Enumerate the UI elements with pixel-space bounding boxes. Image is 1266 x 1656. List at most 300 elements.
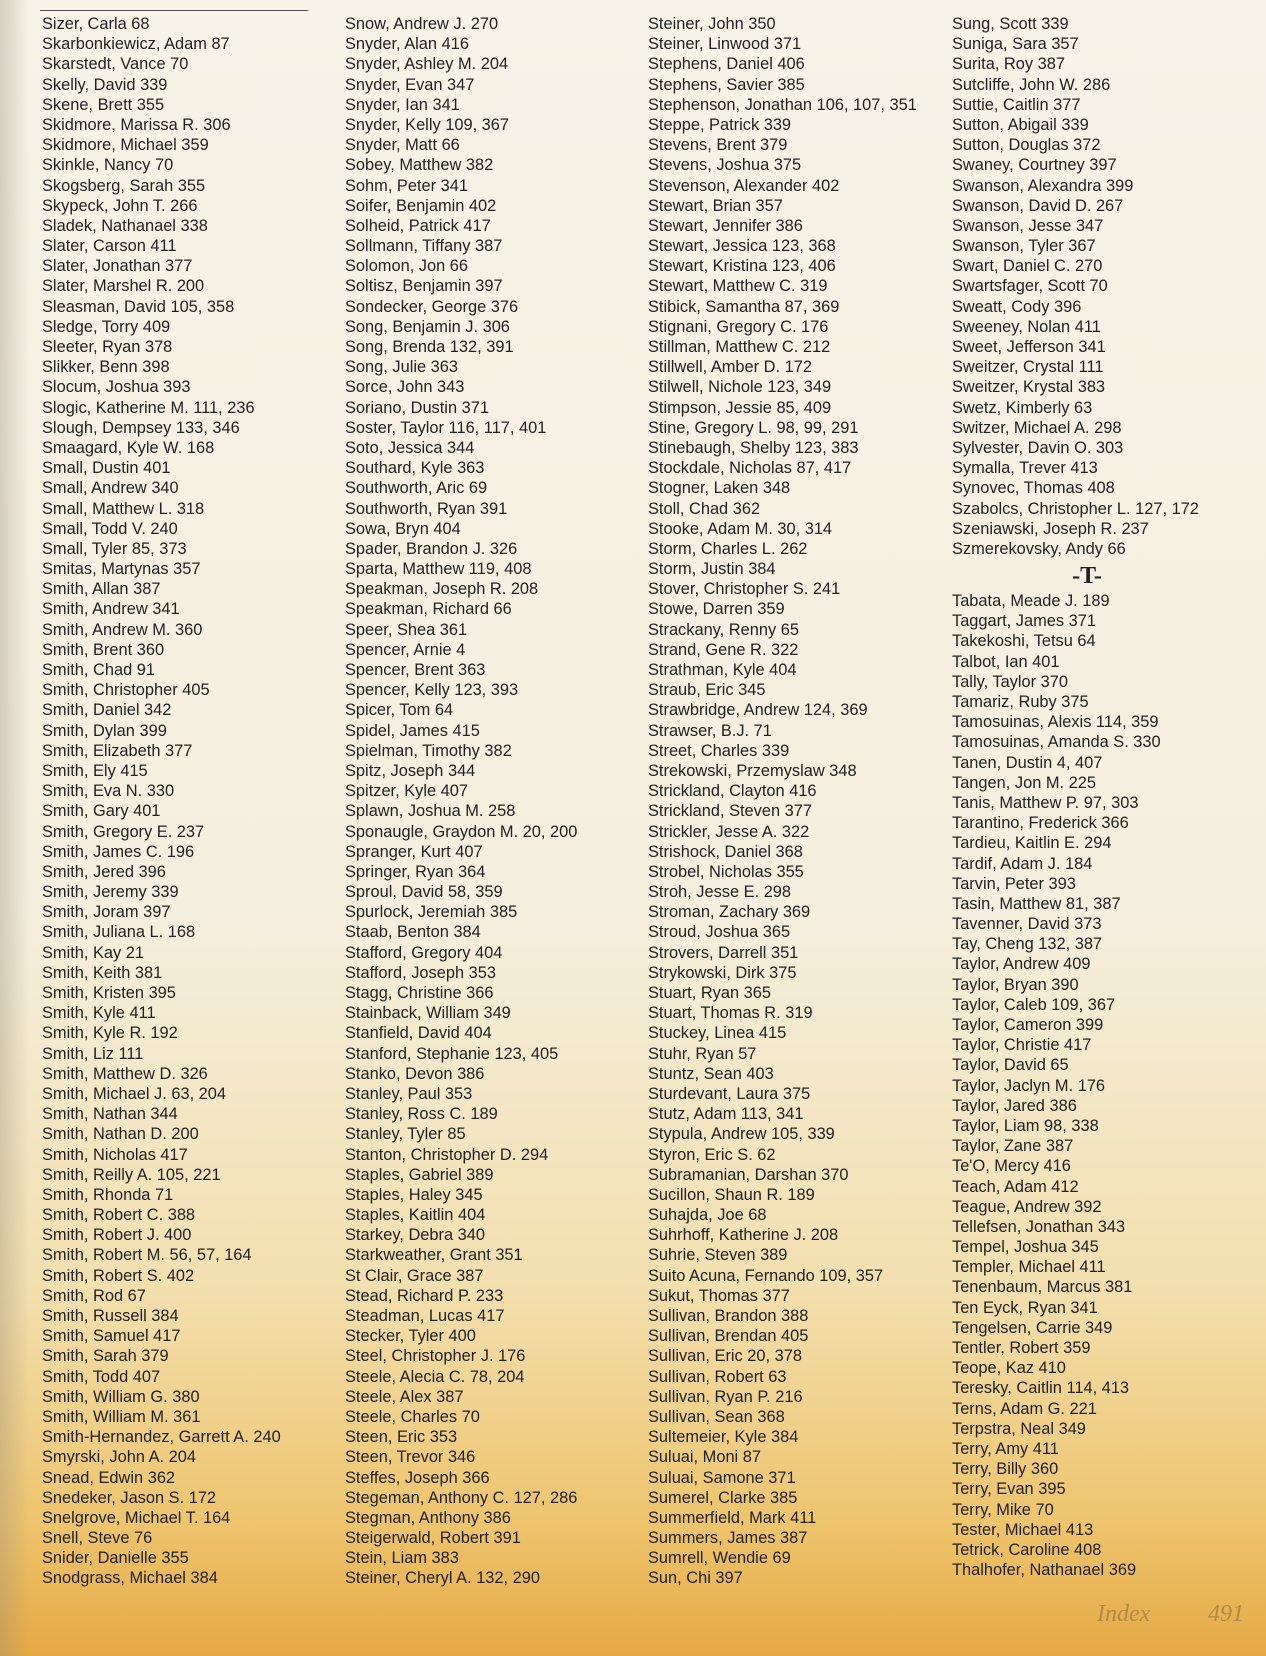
index-entry: Stroh, Jesse E. 298 xyxy=(648,883,792,902)
index-entry: Stinebaugh, Shelby 123, 383 xyxy=(648,438,859,457)
index-entry: Smith, Andrew 341 xyxy=(42,600,180,619)
index-entry: Slater, Marshel R. 200 xyxy=(42,277,205,296)
index-entry: Skogsberg, Sarah 355 xyxy=(42,176,206,195)
index-entry: Sturdevant, Laura 375 xyxy=(648,1084,811,1103)
index-entry: Snodgrass, Michael 384 xyxy=(42,1569,218,1588)
index-entry: Stuntz, Sean 403 xyxy=(648,1064,774,1083)
index-entry: Snyder, Kelly 109, 367 xyxy=(345,115,510,134)
index-entry: Small, Tyler 85, 373 xyxy=(42,539,187,558)
index-entry: Southworth, Aric 69 xyxy=(345,479,488,498)
index-entry: Suluai, Samone 371 xyxy=(648,1468,796,1487)
index-entry: Teach, Adam 412 xyxy=(952,1177,1079,1196)
index-entry: Stafford, Joseph 353 xyxy=(345,963,496,982)
index-entry: Steen, Eric 353 xyxy=(345,1428,458,1447)
index-entry: Sullivan, Sean 368 xyxy=(648,1407,785,1426)
index-entry: Smith, Robert S. 402 xyxy=(42,1266,195,1285)
index-entry: Staples, Haley 345 xyxy=(345,1185,483,1204)
index-entry: Sowa, Bryn 404 xyxy=(345,519,461,538)
index-entry: Steiner, John 350 xyxy=(648,15,776,33)
index-entry: Staples, Kaitlin 404 xyxy=(345,1206,486,1225)
index-entry: Sun, Chi 397 xyxy=(648,1569,743,1588)
index-entry: Teope, Kaz 410 xyxy=(952,1359,1066,1378)
index-entry: Te'O, Mercy 416 xyxy=(952,1157,1071,1176)
index-entry: Sutcliffe, John W. 286 xyxy=(952,75,1111,94)
index-entry: Song, Benjamin J. 306 xyxy=(345,317,510,336)
index-entry: Tay, Cheng 132, 387 xyxy=(952,935,1103,954)
index-entry: Stroman, Zachary 369 xyxy=(648,903,811,922)
index-entry: Stewart, Brian 357 xyxy=(648,196,783,215)
index-column-2 xyxy=(345,14,635,1589)
index-entry: Stillman, Matthew C. 212 xyxy=(648,338,831,356)
index-entry: Swanson, David D. 267 xyxy=(952,196,1124,215)
index-entry: Tasin, Matthew 81, 387 xyxy=(952,894,1121,913)
index-entry: Snyder, Alan 416 xyxy=(345,35,469,54)
index-entry: Stuhr, Ryan 57 xyxy=(648,1044,757,1063)
index-entry: Sukut, Thomas 377 xyxy=(648,1286,790,1305)
index-entry: Sweitzer, Crystal 111 xyxy=(952,358,1104,377)
index-entry: Tentler, Robert 359 xyxy=(952,1339,1091,1357)
index-entry: Speakman, Richard 66 xyxy=(345,600,512,619)
index-column-3 xyxy=(648,14,938,1589)
index-entry: Tally, Taylor 370 xyxy=(952,672,1069,691)
index-entry: Small, Andrew 340 xyxy=(42,479,179,498)
index-entry: Steel, Christopher J. 176 xyxy=(345,1347,526,1366)
index-entry: Soster, Taylor 116, 117, 401 xyxy=(345,418,547,437)
index-entry: Szeniawski, Joseph R. 237 xyxy=(952,519,1149,538)
index-entry: Suhajda, Joe 68 xyxy=(648,1206,767,1225)
index-entry: Taylor, Caleb 109, 367 xyxy=(952,995,1116,1014)
index-entry: Sumrell, Wendie 69 xyxy=(648,1549,791,1568)
index-entry: Smith, Ely 415 xyxy=(42,761,148,780)
index-entry: Taylor, Christie 417 xyxy=(952,1036,1092,1055)
index-entry: Sullivan, Eric 20, 378 xyxy=(648,1347,802,1366)
index-entry: Slater, Carson 411 xyxy=(42,237,177,256)
index-entry: Szabolcs, Christopher L. 127, 172 xyxy=(952,499,1199,518)
index-entry: Song, Julie 363 xyxy=(345,358,458,377)
index-entry: Smith, Keith 381 xyxy=(42,963,163,982)
index-entry: Smith, Kay 21 xyxy=(42,943,145,962)
index-entry: Stuart, Thomas R. 319 xyxy=(648,1004,813,1023)
index-entry: Stegman, Anthony 386 xyxy=(345,1508,511,1527)
index-entry: Tabata, Meade J. 189 xyxy=(952,592,1110,611)
index-entry: Taggart, James 371 xyxy=(952,612,1096,631)
index-entry: Strickland, Clayton 416 xyxy=(648,782,817,801)
index-entry: Steele, Alex 387 xyxy=(345,1387,464,1406)
index-column-1 xyxy=(42,14,332,1589)
index-entry: Skypeck, John T. 266 xyxy=(42,196,198,215)
index-entry: Snedeker, Jason S. 172 xyxy=(42,1488,217,1507)
index-entry: Tavenner, David 373 xyxy=(952,915,1102,934)
index-entry: Solomon, Jon 66 xyxy=(345,257,469,276)
index-entry: Tempel, Joshua 345 xyxy=(952,1238,1099,1257)
index-entry: Sorce, John 343 xyxy=(345,378,465,397)
index-entry: Smith, Matthew D. 326 xyxy=(42,1064,208,1083)
index-entry: Swetz, Kimberly 63 xyxy=(952,398,1093,417)
index-entry: Stevens, Joshua 375 xyxy=(648,156,802,175)
index-entry: Swartsfager, Scott 70 xyxy=(952,277,1108,296)
index-entry: Swanson, Tyler 367 xyxy=(952,237,1096,256)
index-entry: Terry, Mike 70 xyxy=(952,1500,1054,1519)
index-entry: Tanis, Matthew P. 97, 303 xyxy=(952,793,1139,812)
index-entry: Tarvin, Peter 393 xyxy=(952,874,1076,893)
index-entry: Stewart, Matthew C. 319 xyxy=(648,277,828,296)
index-entry: Spencer, Brent 363 xyxy=(345,661,486,679)
index-entry: Sleasman, David 105, 358 xyxy=(42,297,235,316)
index-entry: Smith, Brent 360 xyxy=(42,640,165,659)
index-entry: Sladek, Nathanael 338 xyxy=(42,216,208,235)
index-entry: Smith, Christopher 405 xyxy=(42,681,210,700)
index-entry: Sweitzer, Krystal 383 xyxy=(952,378,1106,397)
index-entry: Suniga, Sara 357 xyxy=(952,35,1079,54)
index-entry: Smith, Samuel 417 xyxy=(42,1327,181,1346)
index-entry: Terry, Amy 411 xyxy=(952,1439,1059,1458)
index-entry: Takekoshi, Tetsu 64 xyxy=(952,632,1096,651)
index-entry: Sparta, Matthew 119, 408 xyxy=(345,560,532,579)
index-entry: Suhrie, Steven 389 xyxy=(648,1246,788,1265)
index-entry: Subramanian, Darshan 370 xyxy=(648,1165,849,1184)
index-entry: Suttie, Caitlin 377 xyxy=(952,95,1081,114)
index-entry: Snyder, Evan 347 xyxy=(345,75,475,94)
index-entry: Snyder, Matt 66 xyxy=(345,136,460,155)
index-entry: Stilwell, Nichole 123, 349 xyxy=(648,378,832,397)
index-entry: Sledge, Torry 409 xyxy=(42,317,171,336)
section-label: Index xyxy=(1097,1601,1151,1627)
index-entry: Stagg, Christine 366 xyxy=(345,984,494,1002)
index-entry: Strawser, B.J. 71 xyxy=(648,721,772,740)
index-entry: Smith, William G. 380 xyxy=(42,1387,200,1406)
index-entry: Suito Acuna, Fernando 109, 357 xyxy=(648,1266,884,1285)
index-entry: Slater, Jonathan 377 xyxy=(42,257,193,276)
index-entry: Soltisz, Benjamin 397 xyxy=(345,277,503,296)
index-entry: Spicer, Tom 64 xyxy=(345,701,454,720)
index-entry: Southard, Kyle 363 xyxy=(345,459,485,478)
index-entry: Spader, Brandon J. 326 xyxy=(345,539,518,558)
index-entry: Stover, Christopher S. 241 xyxy=(648,580,841,599)
index-entry: Strickland, Steven 377 xyxy=(648,802,813,821)
index-entry: Swanson, Jesse 347 xyxy=(952,216,1104,235)
index-entry: Stanley, Tyler 85 xyxy=(345,1125,466,1144)
index-entry: Swanson, Alexandra 399 xyxy=(952,176,1134,195)
index-entry: Smith, Jered 396 xyxy=(42,862,166,881)
index-entry: Smith-Hernandez, Garrett A. 240 xyxy=(42,1428,281,1447)
index-entry: Stuckey, Linea 415 xyxy=(648,1024,787,1043)
index-entry: Smith, Kristen 395 xyxy=(42,984,176,1002)
index-entry: Stewart, Kristina 123, 406 xyxy=(648,257,836,276)
index-entry: Tamariz, Ruby 375 xyxy=(952,693,1089,711)
index-entry: St Clair, Grace 387 xyxy=(345,1266,484,1285)
index-entry: Spielman, Timothy 382 xyxy=(345,741,512,760)
index-entry: Sponaugle, Graydon M. 20, 200 xyxy=(345,822,578,841)
index-entry: Stoll, Chad 362 xyxy=(648,499,761,518)
index-entry: Soto, Jessica 344 xyxy=(345,438,475,457)
index-entry: Summers, James 387 xyxy=(648,1529,808,1548)
index-entry: Tardieu, Kaitlin E. 294 xyxy=(952,834,1112,853)
index-entry: Steiner, Linwood 371 xyxy=(648,35,802,54)
index-entry: Sullivan, Brendan 405 xyxy=(648,1327,809,1346)
index-entry: Tardif, Adam J. 184 xyxy=(952,854,1093,873)
index-entry: Smith, Michael J. 63, 204 xyxy=(42,1084,227,1103)
index-entry: Smith, William M. 361 xyxy=(42,1407,201,1426)
index-entry: Sondecker, George 376 xyxy=(345,297,519,316)
index-entry: Smith, Rod 67 xyxy=(42,1286,146,1305)
index-entry: Starkweather, Grant 351 xyxy=(345,1246,523,1265)
index-entry: Terpstra, Neal 349 xyxy=(952,1419,1086,1438)
index-entry: Skelly, David 339 xyxy=(42,75,168,94)
index-entry: Stephens, Daniel 406 xyxy=(648,55,805,74)
index-entry: Smith, Liz 111 xyxy=(42,1044,144,1063)
index-entry: Stewart, Jennifer 386 xyxy=(648,216,803,235)
index-entry: Smaagard, Kyle W. 168 xyxy=(42,438,215,457)
index-entry: Smith, Reilly A. 105, 221 xyxy=(42,1165,221,1184)
index-entry: Teresky, Caitlin 114, 413 xyxy=(952,1379,1130,1398)
index-entry: Stanko, Devon 386 xyxy=(345,1064,485,1083)
index-entry: Speer, Shea 361 xyxy=(345,620,468,639)
index-entry: Tamosuinas, Amanda S. 330 xyxy=(952,733,1161,752)
index-entry: Thalhofer, Nathanael 369 xyxy=(952,1561,1137,1580)
index-entry: Strand, Gene R. 322 xyxy=(648,640,799,659)
index-entry: Springer, Ryan 364 xyxy=(345,862,486,881)
index-entry: Steiner, Cheryl A. 132, 290 xyxy=(345,1569,540,1588)
index-entry: Slocum, Joshua 393 xyxy=(42,378,191,397)
index-entry: Smith, Rhonda 71 xyxy=(42,1185,174,1204)
index-entry: Sultemeier, Kyle 384 xyxy=(648,1428,799,1447)
index-entry: Suhrhoff, Katherine J. 208 xyxy=(648,1226,839,1245)
index-entry: Spencer, Kelly 123, 393 xyxy=(345,681,519,700)
index-entry: Steffes, Joseph 366 xyxy=(345,1468,490,1487)
index-entry: Stanton, Christopher D. 294 xyxy=(345,1145,549,1164)
index-entry: Smith, Andrew M. 360 xyxy=(42,620,203,639)
index-entry: Smith, Daniel 342 xyxy=(42,701,172,720)
index-entry: Stein, Liam 383 xyxy=(345,1549,459,1568)
index-entry: Stroud, Joshua 365 xyxy=(648,923,791,942)
index-entry: Soriano, Dustin 371 xyxy=(345,398,489,417)
index-entry: Sleeter, Ryan 378 xyxy=(42,338,173,356)
index-entry: Spitz, Joseph 344 xyxy=(345,761,476,780)
index-entry: Strathman, Kyle 404 xyxy=(648,661,797,679)
index-entry: Staab, Benton 384 xyxy=(345,923,481,942)
index-entry: Tellefsen, Jonathan 343 xyxy=(952,1217,1126,1236)
index-entry: Switzer, Michael A. 298 xyxy=(952,418,1122,437)
index-entry: Smith, Robert M. 56, 57, 164 xyxy=(42,1246,252,1265)
index-entry: Steele, Charles 70 xyxy=(345,1407,480,1426)
index-entry: Stutz, Adam 113, 341 xyxy=(648,1105,804,1124)
index-entry: Skidmore, Marissa R. 306 xyxy=(42,115,231,134)
index-entry: Smith, Russell 384 xyxy=(42,1307,179,1325)
index-entry: Teague, Andrew 392 xyxy=(952,1197,1102,1216)
index-entry: Small, Todd V. 240 xyxy=(42,519,178,538)
index-entry: Sullivan, Robert 63 xyxy=(648,1367,787,1386)
index-entry: Slogic, Katherine M. 111, 236 xyxy=(42,398,255,417)
index-entry: Stead, Richard P. 233 xyxy=(345,1286,504,1305)
index-entry: Straub, Eric 345 xyxy=(648,681,766,700)
index-entry: Smith, Todd 407 xyxy=(42,1367,161,1386)
index-entry: Tengelsen, Carrie 349 xyxy=(952,1318,1113,1337)
index-entry: Stafford, Gregory 404 xyxy=(345,943,503,962)
index-entry: Skidmore, Michael 359 xyxy=(42,136,209,155)
index-entry: Storm, Justin 384 xyxy=(648,560,776,579)
index-entry: Smith, Gregory E. 237 xyxy=(42,822,205,841)
index-entry: Stignani, Gregory C. 176 xyxy=(648,317,829,336)
index-entry: Snell, Steve 76 xyxy=(42,1529,153,1548)
index-entry: Snider, Danielle 355 xyxy=(42,1549,189,1568)
index-entry: Steele, Alecia C. 78, 204 xyxy=(345,1367,525,1386)
index-entry: Stowe, Darren 359 xyxy=(648,600,785,619)
index-entry: Small, Matthew L. 318 xyxy=(42,499,205,518)
index-entry: Surita, Roy 387 xyxy=(952,55,1065,74)
index-entry: Strekowski, Przemyslaw 348 xyxy=(648,761,857,780)
index-entry: Solheid, Patrick 417 xyxy=(345,216,491,235)
index-entry: Sizer, Carla 68 xyxy=(42,15,150,33)
index-entry: Smith, Robert J. 400 xyxy=(42,1226,192,1245)
index-entry: Spitzer, Kyle 407 xyxy=(345,782,469,801)
index-entry: Smith, Allan 387 xyxy=(42,580,161,599)
index-entry: Stegeman, Anthony C. 127, 286 xyxy=(345,1488,578,1507)
index-entry: Smith, Gary 401 xyxy=(42,802,161,821)
index-entry: Sohm, Peter 341 xyxy=(345,176,469,195)
index-entry: Ten Eyck, Ryan 341 xyxy=(952,1298,1098,1317)
index-entry: Swart, Daniel C. 270 xyxy=(952,257,1103,276)
index-entry: Snelgrove, Michael T. 164 xyxy=(42,1508,231,1527)
index-entry: Smith, Eva N. 330 xyxy=(42,782,175,801)
index-entry: Stimpson, Jessie 85, 409 xyxy=(648,398,832,417)
index-entry: Sutton, Abigail 339 xyxy=(952,115,1089,134)
index-entry: Strykowski, Dirk 375 xyxy=(648,963,797,982)
index-entry: Starkey, Debra 340 xyxy=(345,1226,485,1245)
index-entry: Stockdale, Nicholas 87, 417 xyxy=(648,459,852,478)
index-entry: Stibick, Samantha 87, 369 xyxy=(648,297,840,316)
index-entry: Steadman, Lucas 417 xyxy=(345,1307,505,1325)
index-entry: Tester, Michael 413 xyxy=(952,1520,1094,1539)
index-entry: Sobey, Matthew 382 xyxy=(345,156,494,175)
index-entry: Song, Brenda 132, 391 xyxy=(345,338,514,356)
index-entry: Smith, Joram 397 xyxy=(42,903,171,922)
index-entry: Symalla, Trever 413 xyxy=(952,459,1098,478)
index-entry: Sollmann, Tiffany 387 xyxy=(345,237,503,256)
index-entry: Spranger, Kurt 407 xyxy=(345,842,483,861)
index-entry: Sutton, Douglas 372 xyxy=(952,136,1101,155)
index-entry: Sung, Scott 339 xyxy=(952,15,1069,33)
index-entry: Taylor, Bryan 390 xyxy=(952,975,1079,994)
index-entry: Strobel, Nicholas 355 xyxy=(648,862,804,881)
index-entry: Terry, Evan 395 xyxy=(952,1480,1066,1499)
index-entry: Soifer, Benjamin 402 xyxy=(345,196,497,215)
index-entry: Smitas, Martynas 357 xyxy=(42,560,201,579)
index-entry: Stillwell, Amber D. 172 xyxy=(648,358,812,377)
index-entry: Taylor, Zane 387 xyxy=(952,1137,1074,1156)
index-entry: Stewart, Jessica 123, 368 xyxy=(648,237,836,256)
index-entry: Steppe, Patrick 339 xyxy=(648,115,792,134)
index-entry: Tanen, Dustin 4, 407 xyxy=(952,753,1103,772)
index-entry: Splawn, Joshua M. 258 xyxy=(345,802,516,821)
index-entry: Snyder, Ashley M. 204 xyxy=(345,55,509,74)
index-entry: Spidel, James 415 xyxy=(345,721,480,740)
index-entry: Stevens, Brent 379 xyxy=(648,136,788,155)
index-entry: Sumerel, Clarke 385 xyxy=(648,1488,798,1507)
index-entry: Skarstedt, Vance 70 xyxy=(42,55,189,74)
index-entry: Stanley, Ross C. 189 xyxy=(345,1105,498,1124)
index-entry: Smith, Jeremy 339 xyxy=(42,883,179,902)
index-entry: Terry, Billy 360 xyxy=(952,1460,1059,1479)
index-entry: Smyrski, John A. 204 xyxy=(42,1448,196,1467)
index-entry: Taylor, Liam 98, 338 xyxy=(952,1116,1099,1135)
index-entry: Synovec, Thomas 408 xyxy=(952,479,1115,498)
index-entry: Street, Charles 339 xyxy=(648,741,790,760)
index-entry: Spencer, Arnie 4 xyxy=(345,640,466,659)
index-entry: Skinkle, Nancy 70 xyxy=(42,156,174,175)
index-entry: Snow, Andrew J. 270 xyxy=(345,15,499,33)
index-entry: Taylor, Cameron 399 xyxy=(952,1016,1104,1034)
index-entry: Smith, Chad 91 xyxy=(42,661,155,679)
index-entry: Sucillon, Shaun R. 189 xyxy=(648,1185,815,1204)
index-entry: Smith, Kyle R. 192 xyxy=(42,1024,178,1043)
index-entry: Smith, Juliana L. 168 xyxy=(42,923,196,942)
index-entry: Speakman, Joseph R. 208 xyxy=(345,580,539,599)
index-entry: Stypula, Andrew 105, 339 xyxy=(648,1125,835,1144)
index-entry: Stine, Gregory L. 98, 99, 291 xyxy=(648,418,859,437)
index-entry: Spurlock, Jeremiah 385 xyxy=(345,903,518,922)
index-entry: Strishock, Daniel 368 xyxy=(648,842,803,861)
index-entry: Suluai, Moni 87 xyxy=(648,1448,761,1467)
index-entry: Sweeney, Nolan 411 xyxy=(952,317,1101,336)
index-entry: Tarantino, Frederick 366 xyxy=(952,814,1129,833)
index-entry: Sproul, David 58, 359 xyxy=(345,883,503,902)
index-entry: Skene, Brett 355 xyxy=(42,95,165,114)
index-entry: Styron, Eric S. 62 xyxy=(648,1145,776,1164)
index-entry: Stooke, Adam M. 30, 314 xyxy=(648,519,833,538)
index-entry: Stanfield, David 404 xyxy=(345,1024,492,1043)
index-entry: Szmerekovsky, Andy 66 xyxy=(952,539,1126,558)
index-entry: Stanley, Paul 353 xyxy=(345,1084,473,1103)
index-entry: Taylor, Jared 386 xyxy=(952,1096,1077,1115)
index-entry: Stecker, Tyler 400 xyxy=(345,1327,476,1346)
index-entry: Smith, Nathan D. 200 xyxy=(42,1125,199,1144)
index-entry: Smith, Kyle 411 xyxy=(42,1004,156,1023)
letter-heading: -T- xyxy=(1072,563,1102,590)
index-entry: Templer, Michael 411 xyxy=(952,1258,1106,1277)
index-entry: Strawbridge, Andrew 124, 369 xyxy=(648,701,868,720)
index-entry: Smith, James C. 196 xyxy=(42,842,195,861)
index-entry: Strackany, Renny 65 xyxy=(648,620,799,639)
index-entry: Stogner, Laken 348 xyxy=(648,479,791,498)
index-entry: Terns, Adam G. 221 xyxy=(952,1399,1097,1418)
index-entry: Sullivan, Ryan P. 216 xyxy=(648,1387,803,1406)
index-entry: Smith, Sarah 379 xyxy=(42,1347,169,1366)
index-entry: Strovers, Darrell 351 xyxy=(648,943,799,962)
index-entry: Steen, Trevor 346 xyxy=(345,1448,476,1467)
index-entry: Sullivan, Brandon 388 xyxy=(648,1307,809,1325)
index-entry: Swaney, Courtney 397 xyxy=(952,156,1117,175)
index-entry: Slough, Dempsey 133, 346 xyxy=(42,418,240,437)
index-entry: Steigerwald, Robert 391 xyxy=(345,1529,521,1548)
index-entry: Staples, Gabriel 389 xyxy=(345,1165,494,1184)
index-entry: Snead, Edwin 362 xyxy=(42,1468,176,1487)
index-entry: Sweet, Jefferson 341 xyxy=(952,338,1106,356)
index-entry: Storm, Charles L. 262 xyxy=(648,539,808,558)
index-entry: Stuart, Ryan 365 xyxy=(648,984,772,1002)
index-entry: Stanford, Stephanie 123, 405 xyxy=(345,1044,559,1063)
index-entry: Stephens, Savier 385 xyxy=(648,75,805,94)
index-entry: Taylor, Andrew 409 xyxy=(952,955,1091,974)
index-entry: Tetrick, Caroline 408 xyxy=(952,1540,1102,1559)
index-entry: Slikker, Benn 398 xyxy=(42,358,170,377)
index-entry: Tamosuinas, Alexis 114, 359 xyxy=(952,713,1159,732)
page-number: 491 xyxy=(1208,1601,1244,1627)
index-entry: Smith, Nicholas 417 xyxy=(42,1145,188,1164)
index-entry: Skarbonkiewicz, Adam 87 xyxy=(42,35,230,54)
index-entry: Smith, Robert C. 388 xyxy=(42,1206,196,1225)
index-entry: Sylvester, Davin O. 303 xyxy=(952,438,1124,457)
index-entry: Small, Dustin 401 xyxy=(42,459,171,478)
